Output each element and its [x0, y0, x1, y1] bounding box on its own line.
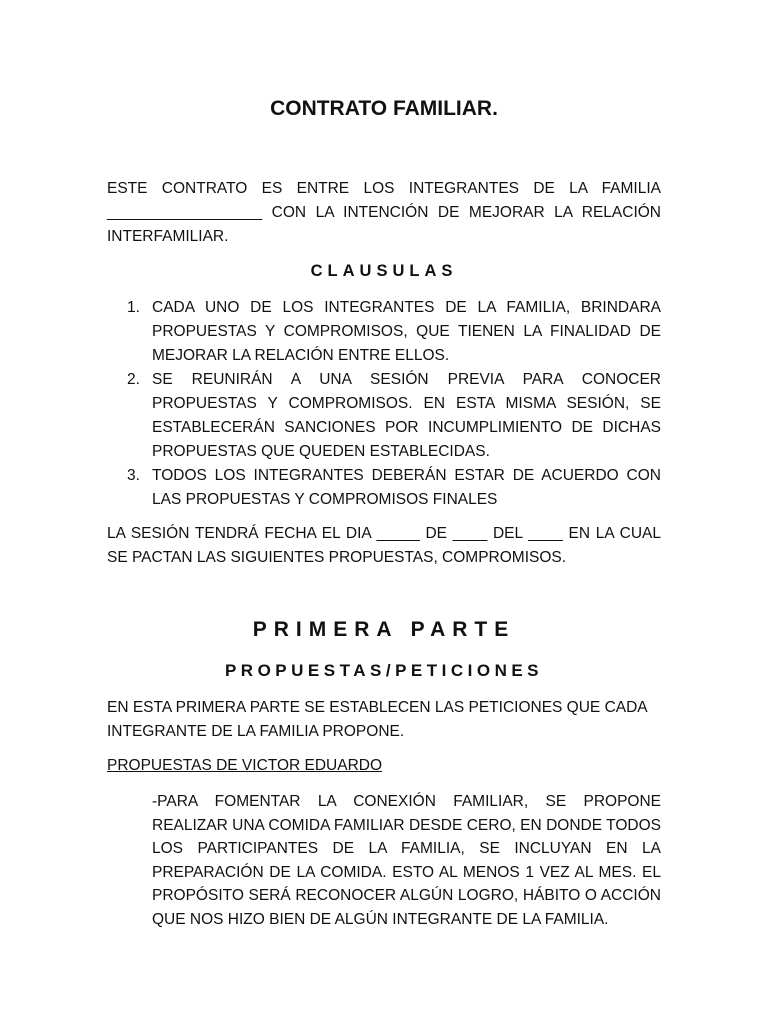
clause-item: [107, 464, 661, 512]
peticiones-intro-paragraph: EN ESTA PRIMERA PARTE SE ESTABLECEN LAS PETICIONES QUE CADA INTEGRANTE DE LA FAMILIA PROPONE.: [107, 699, 647, 740]
victor-eduardo-proposal: -PARA FOMENTAR LA CONEXIÓN FAMILIAR, SE PROPONE REALIZAR UNA COMIDA FAMILIAR DESDE CERO, EN DONDE TODOS LOS PARTICIPANTES DE LA FAMILIA, SE INCLUYAN EN LA PREPARACIÓN DE LA COMIDA. ESTO AL MENOS 1 VEZ AL MES. EL PROPÓSITO SERÁ RECONOCER ALGÚN LOGRO, HÁBITO O ACCIÓN QUE NOS HIZO BIEN DE ALGÚN INTEGRANTE DE LA FAMILIA.: [152, 793, 661, 928]
clause-item: [107, 368, 661, 464]
propuestas-peticiones-heading: PROPUESTAS/PETICIONES: [224, 661, 544, 680]
primera-parte-heading: PRIMERA PARTE: [252, 618, 516, 641]
fecha-paragraph: LA SESIÓN TENDRÁ FECHA EL DIA _____ DE ____ DEL ____ EN LA CUAL SE PACTAN LAS SIGUIENTES PROPUESTAS, COMPROMISOS.: [107, 525, 661, 566]
clause-item: [107, 296, 661, 368]
intro-line-1: ESTE CONTRATO ES ENTRE LOS INTEGRANTES DE LA FAMILIA: [107, 180, 661, 197]
intro-line-2: [107, 201, 661, 225]
clause-number: 1.: [127, 299, 140, 316]
clause-text: CADA UNO DE LOS INTEGRANTES DE LA FAMILIA, BRINDARA PROPUESTAS Y COMPROMISOS, QUE TIENEN LA FINALIDAD DE MEJORAR LA RELACIÓN ENTRE ELLOS.: [152, 299, 661, 364]
family-name-blank: __________________: [107, 204, 263, 221]
intro-line-3: INTERFAMILIAR.: [107, 228, 229, 245]
victor-eduardo-label: PROPUESTAS DE VICTOR EDUARDO: [107, 757, 383, 774]
clause-text: TODOS LOS INTEGRANTES DEBERÁN ESTAR DE ACUERDO CON LAS PROPUESTAS Y COMPROMISOS FINALES: [152, 467, 661, 508]
intro-paragraph: [107, 177, 661, 249]
clause-number: 3.: [127, 467, 140, 484]
intro-line-2-text: CON LA INTENCIÓN DE MEJORAR LA RELACIÓN: [271, 204, 661, 221]
clausulas-heading: CLAUSULAS: [310, 262, 458, 280]
clause-text: SE REUNIRÁN A UNA SESIÓN PREVIA PARA CONOCER PROPUESTAS Y COMPROMISOS. EN ESTA MISMA SESIÓN, SE ESTABLECERÁN SANCIONES POR INCUMPLIMIENTO DE DICHAS PROPUESTAS QUE QUEDEN ESTABLECIDAS.: [152, 371, 661, 460]
document-title: CONTRATO FAMILIAR.: [270, 97, 498, 120]
clause-number: 2.: [127, 371, 140, 388]
clause-list: [107, 296, 661, 512]
